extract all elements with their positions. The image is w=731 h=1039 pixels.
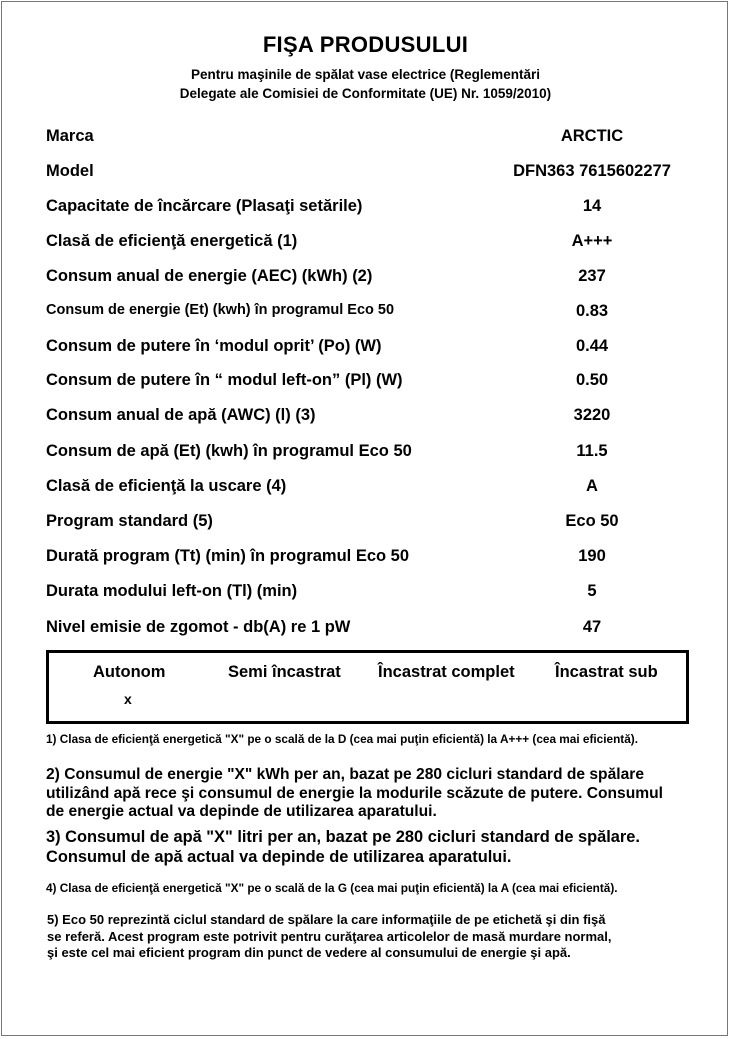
footnote-3-line-2: Consumul de apă actual va depinde de utilizarea aparatului.: [46, 848, 512, 866]
row-label-drying-class: Clasă de eficienţă la uscare (4): [46, 477, 287, 495]
footnote-5-line-2: se referă. Acest program este potrivit pentru curăţarea articolelor de masă murdare normal,: [47, 928, 612, 944]
footnote-3-line-1: 3) Consumul de apă "X" litri per an, bazat pe 280 cicluri standard de spălare.: [46, 828, 640, 846]
footnote-1: 1) Clasa de eficienţă energetică "X" pe o scală de la D (cea mai puţin eficientă) la A+++ (cea mai eficientă).: [46, 732, 638, 746]
row-label-model: Model: [46, 162, 94, 180]
row-label-off-mode-power: Consum de putere în ‘modul oprit’ (Po) (W): [46, 337, 382, 355]
row-value-noise: 47: [582, 618, 602, 636]
row-label-annual-water: Consum anual de apă (AWC) (l) (3): [46, 406, 316, 424]
installation-type-box: [46, 650, 689, 724]
row-value-off-mode-power: 0.44: [575, 337, 609, 355]
row-value-eco-energy: 0.83: [575, 302, 609, 320]
subtitle-line-1: Pentru maşinile de spălat vase electrice (Reglementări: [191, 67, 540, 82]
installation-option-autonom: Autonom: [93, 663, 166, 681]
page-title: FIŞA PRODUSULUI: [262, 32, 469, 57]
row-value-marca: ARCTIC: [560, 127, 624, 145]
row-label-capacity: Capacitate de încărcare (Plasaţi setările): [46, 197, 363, 215]
row-value-program-duration: 190: [578, 547, 606, 565]
row-value-annual-energy: 237: [578, 267, 606, 285]
footnote-2-line-2: utilizând apă rece şi consumul de energie la modurile scăzute de putere. Consumul: [46, 784, 663, 802]
row-value-eco-water: 11.5: [576, 442, 608, 460]
installation-option-semi-incastrat: Semi încastrat: [228, 663, 341, 681]
row-value-left-on-duration: 5: [587, 582, 597, 600]
row-label-eco-energy: Consum de energie (Et) (kwh) în programul Eco 50: [46, 302, 395, 318]
row-label-left-on-duration: Durata modului left-on (Tl) (min): [46, 582, 298, 600]
row-label-eco-water: Consum de apă (Et) (kwh) în programul Eco 50: [46, 442, 412, 460]
footnote-4: 4) Clasa de eficienţă energetică "X" pe o scală de la G (cea mai puţin eficientă) la A (cea mai eficientă).: [46, 881, 618, 895]
row-label-noise: Nivel emisie de zgomot - db(A) re 1 pW: [46, 618, 351, 636]
installation-option-incastrat-sub: Încastrat sub: [555, 663, 658, 681]
row-label-left-on-power: Consum de putere în “ modul left-on” (Pl) (W): [46, 371, 403, 389]
row-label-marca: Marca: [46, 127, 94, 145]
footnote-3: [46, 827, 640, 867]
row-value-drying-class: A: [586, 477, 598, 495]
footnote-5: [47, 912, 612, 962]
row-value-left-on-power: 0.50: [575, 371, 609, 389]
row-value-annual-water: 3220: [573, 406, 611, 424]
footnote-5-line-3: şi este cel mai eficient program din punct de vedere al consumului de energie şi apă.: [47, 945, 571, 960]
footnote-2-line-1: 2) Consumul de energie "X" kWh per an, bazat pe 280 cicluri standard de spălare: [46, 766, 644, 783]
row-value-standard-program: Eco 50: [565, 512, 619, 530]
row-label-program-duration: Durată program (Tt) (min) în programul Eco 50: [46, 547, 410, 565]
footnote-2-line-3: de energie actual va depinde de utilizarea aparatului.: [46, 803, 437, 820]
installation-option-incastrat-complet: Încastrat complet: [378, 663, 515, 681]
installation-selected-mark: x: [124, 691, 132, 707]
row-value-capacity: 14: [582, 197, 602, 215]
row-value-energy-class: A+++: [571, 232, 613, 250]
footnote-5-line-1: 5) Eco 50 reprezintă ciclul standard de spălare la care informaţiile de pe etichetă şi din fişă: [47, 912, 606, 927]
row-value-model: DFN363 7615602277: [513, 162, 671, 180]
row-label-energy-class: Clasă de eficienţă energetică (1): [46, 232, 298, 250]
subtitle-line-2: Delegate ale Comisiei de Conformitate (UE) Nr. 1059/2010): [179, 86, 552, 101]
footnote-2: [46, 766, 663, 822]
row-label-annual-energy: Consum anual de energie (AEC) (kWh) (2): [46, 267, 373, 285]
row-label-standard-program: Program standard (5): [46, 512, 213, 530]
